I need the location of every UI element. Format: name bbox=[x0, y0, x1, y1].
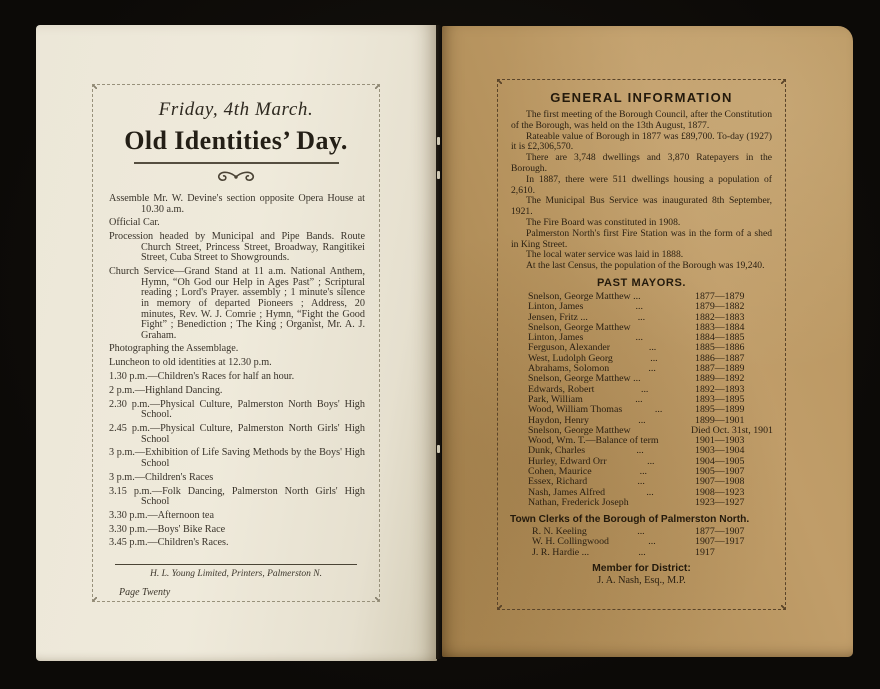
leader-dots: ... bbox=[646, 486, 654, 498]
mayor-years: 1885—1886 bbox=[695, 342, 745, 354]
info-paragraph: The local water service was laid in 1888. bbox=[526, 249, 684, 261]
info-paragraph: The Fire Board was constituted in 1908. bbox=[526, 216, 681, 228]
stitch-thread bbox=[437, 137, 440, 145]
past-mayors-table bbox=[528, 292, 773, 508]
leader-dots: ... bbox=[640, 383, 649, 395]
mayor-name: Park, William bbox=[528, 393, 583, 405]
leader-dots: ... bbox=[654, 404, 663, 416]
mayor-name: Abrahams, Solomon bbox=[528, 363, 610, 375]
mayor-name: Edwards, Robert bbox=[528, 383, 595, 395]
mayor-name: Linton, James bbox=[528, 301, 584, 313]
mayor-years: 1879—1882 bbox=[695, 301, 745, 313]
corner-ornament bbox=[92, 84, 97, 89]
corner-ornament bbox=[497, 605, 502, 610]
leader-dots: ... bbox=[638, 414, 646, 426]
info-paragraph: The first meeting of the Borough Council, after the Constitution of the Borough, was held on the 13th August, 1877. bbox=[511, 109, 772, 131]
member-for-district-name: J. A. Nash, Esq., M.P. bbox=[597, 575, 686, 587]
program-item: 1.30 p.m.—Children's Races for half an hour. bbox=[109, 371, 295, 383]
mayor-name: Nash, James Alfred bbox=[528, 486, 606, 498]
program-item: 2 p.m.—Highland Dancing. bbox=[109, 384, 223, 396]
leader-dots: ... bbox=[637, 476, 645, 488]
clerk-name: J. R. Hardie ... bbox=[532, 546, 590, 558]
program-item: 3.30 p.m.—Afternoon tea bbox=[109, 509, 214, 521]
mayor-name: Cohen, Maurice bbox=[528, 466, 592, 477]
member-for-district-heading: Member for District: bbox=[592, 563, 691, 575]
program-item: Official Car. bbox=[109, 217, 160, 229]
mayor-name: Snelson, George Matthew bbox=[528, 424, 631, 436]
program-item: 2.45 p.m.—Physical Culture, Palmerston North Girls' High School bbox=[109, 422, 365, 445]
clerk-name: W. H. Collingwood bbox=[532, 536, 609, 548]
stitch-thread bbox=[437, 445, 440, 453]
mayor-name: Snelson, George Matthew bbox=[528, 321, 631, 333]
clerk-years: 1877—1907 bbox=[695, 526, 745, 538]
program-item: 3.30 p.m.—Boys' Bike Race bbox=[109, 523, 226, 535]
mayor-name: Wood, Wm. T.—Balance of term bbox=[528, 435, 659, 447]
left-page bbox=[36, 25, 437, 661]
program-list bbox=[109, 194, 365, 549]
general-information-paragraphs bbox=[511, 110, 772, 272]
general-information-heading: GENERAL INFORMATION bbox=[550, 90, 733, 105]
info-paragraph: The Municipal Bus Service was inaugurated 8th September, 1921. bbox=[511, 195, 772, 218]
mayor-years: 1892—1893 bbox=[695, 383, 745, 395]
date-heading: Friday, 4th March. bbox=[158, 99, 314, 120]
mayor-years: 1899—1901 bbox=[695, 414, 745, 426]
leader-dots: ... bbox=[635, 301, 643, 313]
mayor-years: 1923—1927 bbox=[695, 496, 745, 508]
program-item: Assemble Mr. W. Devine's section opposite Opera House at 10.30 a.m. bbox=[109, 193, 365, 215]
fleuron-ornament bbox=[93, 169, 379, 185]
mayor-years: 1901—1903 bbox=[695, 435, 745, 447]
mayor-years: 1886—1887 bbox=[695, 352, 745, 364]
mayor-name: Dunk, Charles bbox=[528, 445, 586, 457]
mayor-name: Jensen, Fritz ... bbox=[528, 311, 588, 323]
title-rule bbox=[134, 162, 339, 164]
leader-dots: ... bbox=[639, 466, 648, 477]
past-mayors-heading: PAST MAYORS. bbox=[596, 276, 687, 289]
corner-ornament bbox=[375, 84, 380, 89]
program-item: 3.45 p.m.—Children's Races. bbox=[109, 537, 229, 549]
mayor-years: 1882—1883 bbox=[695, 311, 745, 323]
mayor-years: 1908—1923 bbox=[695, 486, 745, 498]
leader-dots: ... bbox=[637, 311, 646, 323]
leader-dots: ... bbox=[635, 332, 643, 344]
corner-ornament bbox=[92, 597, 97, 602]
leader-dots: ... bbox=[647, 455, 655, 467]
mayor-years: 1895—1899 bbox=[695, 404, 745, 416]
info-paragraph: Palmerston North's first Fire Station was in the form of a shed in King Street. bbox=[511, 227, 772, 250]
mayor-name: Haydon, Henry bbox=[528, 414, 589, 426]
program-item: 2.30 p.m.—Physical Culture, Palmerston North Boys' High School. bbox=[109, 398, 365, 421]
corner-ornament bbox=[781, 605, 786, 610]
program-item: Procession headed by Municipal and Pipe Bands. Route Church Street, Princess Street, Broadway, Rangitikei Street, Cuba Street to Showgrounds. bbox=[109, 231, 365, 264]
info-paragraph: There are 3,748 dwellings and 3,870 Ratepayers in the Borough. bbox=[511, 152, 772, 174]
program-item: 3 p.m.—Exhibition of Life Saving Methods by the Boys' High School bbox=[109, 447, 365, 469]
mayor-years: 1893—1895 bbox=[695, 393, 745, 405]
program-item: 3.15 p.m.—Folk Dancing, Palmerston North Girls' High School bbox=[109, 485, 365, 508]
mayor-row bbox=[528, 302, 773, 312]
mayor-name: Nathan, Frederick Joseph bbox=[528, 496, 629, 508]
mayor-years: 1877—1879 bbox=[695, 290, 745, 302]
mayor-row bbox=[528, 405, 773, 415]
mayor-years: 1903—1904 bbox=[695, 445, 745, 457]
mayor-years: 1884—1885 bbox=[695, 332, 745, 344]
clerk-name: R. N. Keeling bbox=[532, 526, 587, 538]
mayor-name: Ferguson, Alexander bbox=[528, 342, 611, 354]
corner-ornament bbox=[781, 79, 786, 84]
info-paragraph: In 1887, there were 511 dwellings housing a population of 2,610. bbox=[511, 173, 772, 196]
mayor-name: Snelson, George Matthew ... bbox=[528, 290, 641, 302]
mayor-years: 1887—1889 bbox=[695, 363, 745, 375]
program-item: Church Service—Grand Stand at 11 a.m. National Anthem, Hymn, “Oh God our Help in Ages Past” ; Scriptural reading ; Lord's Prayer. assembly ; 1 minute's silence in memory of departed Pioneers ; Address, 20 minutes, Rev. W. J. Comrie ; Hymn, “Fight the Good Fight” ; Benediction ; The King ; Organist, Mr. A. J. Graham. bbox=[109, 266, 365, 341]
corner-ornament bbox=[497, 79, 502, 84]
printer-rule bbox=[115, 564, 357, 565]
info-paragraph: At the last Census, the population of the Borough was 19,240. bbox=[526, 260, 765, 272]
leader-dots: ... bbox=[635, 393, 643, 405]
leader-dots: ... bbox=[648, 363, 656, 375]
mayor-years: 1889—1892 bbox=[695, 373, 745, 385]
mayor-name: Essex, Richard bbox=[528, 476, 588, 488]
clerk-years: 1917 bbox=[695, 546, 715, 558]
mayor-years: Died Oct. 31st, 1901 bbox=[690, 424, 773, 436]
town-clerks-heading: Town Clerks of the Borough of Palmerston North. bbox=[510, 514, 750, 526]
leader-dots bbox=[629, 498, 695, 508]
mayor-years: 1904—1905 bbox=[695, 455, 745, 467]
town-clerks-table bbox=[532, 527, 773, 558]
page-number: Page Twenty bbox=[119, 587, 171, 598]
leader-dots: ... bbox=[648, 342, 657, 354]
left-page-border bbox=[92, 84, 380, 602]
leader-dots bbox=[659, 436, 695, 446]
mayor-years: 1907—1908 bbox=[695, 476, 745, 488]
leader-dots bbox=[641, 374, 695, 384]
mayor-years: 1905—1907 bbox=[695, 466, 745, 477]
leader-dots: ... bbox=[648, 536, 656, 548]
leader-dots: ... bbox=[638, 546, 646, 558]
program-item: Luncheon to old identities at 12.30 p.m. bbox=[109, 357, 272, 369]
mayor-years: 1883—1884 bbox=[695, 321, 745, 333]
corner-ornament bbox=[375, 597, 380, 602]
mayor-row bbox=[528, 498, 773, 508]
stitch-thread bbox=[437, 171, 440, 179]
mayor-name: West, Ludolph Georg bbox=[528, 352, 613, 364]
mayor-name: Wood, William Thomas bbox=[528, 404, 623, 416]
mayor-name: Linton, James bbox=[528, 332, 584, 344]
leader-dots: ... bbox=[636, 445, 644, 457]
mayor-name: Snelson, George Matthew ... bbox=[528, 373, 641, 385]
program-item: Photographing the Assemblage. bbox=[109, 343, 239, 355]
right-page-border bbox=[497, 79, 786, 610]
mayor-name: Hurley, Edward Orr bbox=[528, 455, 607, 467]
printer-credit: H. L. Young Limited, Printers, Palmerston N. bbox=[150, 569, 322, 579]
leader-dots: ... bbox=[637, 526, 645, 538]
right-page bbox=[442, 26, 853, 657]
clerk-years: 1907—1917 bbox=[695, 536, 745, 548]
leader-dots: ... bbox=[650, 352, 658, 364]
clerk-row bbox=[532, 548, 773, 558]
program-item: 3 p.m.—Children's Races bbox=[109, 471, 214, 483]
leader-dots bbox=[641, 292, 695, 302]
page-title: Old Identities’ Day. bbox=[124, 126, 348, 155]
info-paragraph: Rateable value of Borough in 1877 was £89,700. To-day (1927) it is £2,306,570. bbox=[511, 130, 772, 153]
